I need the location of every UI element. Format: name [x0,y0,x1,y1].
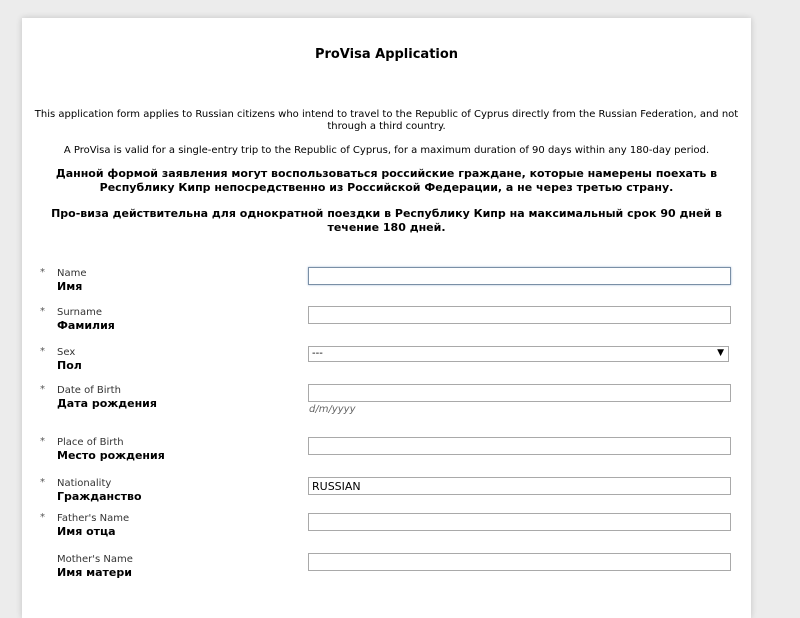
required-mark: * [40,306,45,317]
sex-select-value: --- [312,348,323,359]
nationality-label [22,477,302,507]
surname-label [22,306,302,336]
nationality-label-en: Nationality [57,478,112,489]
nationality-input[interactable] [308,477,731,495]
name-label-ru: Имя [57,280,83,293]
dob-format-hint: d/m/yyyy [309,404,356,415]
required-mark: * [40,436,45,447]
dob-label [22,384,302,414]
intro-text-en-1: This application form applies to Russian citizens who intend to travel to the Republic of Cyprus directly from the Russian Federation, and not through a third country. [34,109,739,132]
required-mark: * [40,346,45,357]
mother-name-label-en: Mother's Name [57,554,133,565]
intro-text-ru-2: Про-виза действительна для однократной поездки в Республику Кипр на максимальный срок 90 дней в течение 180 дней. [51,207,722,234]
chevron-down-icon: ▼ [717,348,724,358]
pob-input[interactable] [308,437,731,455]
surname-input[interactable] [308,306,731,324]
sex-label-ru: Пол [57,359,82,372]
mother-name-input[interactable] [308,553,731,571]
required-mark: * [40,477,45,488]
surname-label-ru: Фамилия [57,319,115,332]
father-name-label-en: Father's Name [57,513,130,524]
intro-text-en-2: A ProVisa is valid for a single-entry trip to the Republic of Cyprus, for a maximum duration of 90 days within any 180-day period. [63,145,710,156]
dob-input[interactable] [308,384,731,402]
required-mark: * [40,267,45,278]
sex-label-en: Sex [57,347,76,358]
mother-name-label-ru: Имя матери [57,566,132,579]
sex-label [22,346,302,376]
pob-label [22,436,302,466]
nationality-label-ru: Гражданство [57,490,142,503]
pob-label-en: Place of Birth [57,437,124,448]
page-title: ProVisa Application [314,47,459,62]
name-label [22,267,302,297]
name-label-en: Name [57,268,87,279]
intro-text-ru-1: Данной формой заявления могут воспользоваться российские граждане, которые намерены поехать в Республику Кипр непосредственно из Российской Федерации, а не через третью страну. [55,167,718,194]
father-name-label [22,512,302,542]
form-sheet [22,18,751,618]
father-name-input[interactable] [308,513,731,531]
sex-select[interactable] [308,346,729,362]
pob-label-ru: Место рождения [57,449,165,462]
name-input[interactable] [308,267,731,285]
required-mark: * [40,384,45,395]
dob-label-en: Date of Birth [57,385,121,396]
father-name-label-ru: Имя отца [57,525,116,538]
required-mark: * [40,512,45,523]
surname-label-en: Surname [57,307,102,318]
mother-name-label [22,553,302,583]
dob-label-ru: Дата рождения [57,397,157,410]
